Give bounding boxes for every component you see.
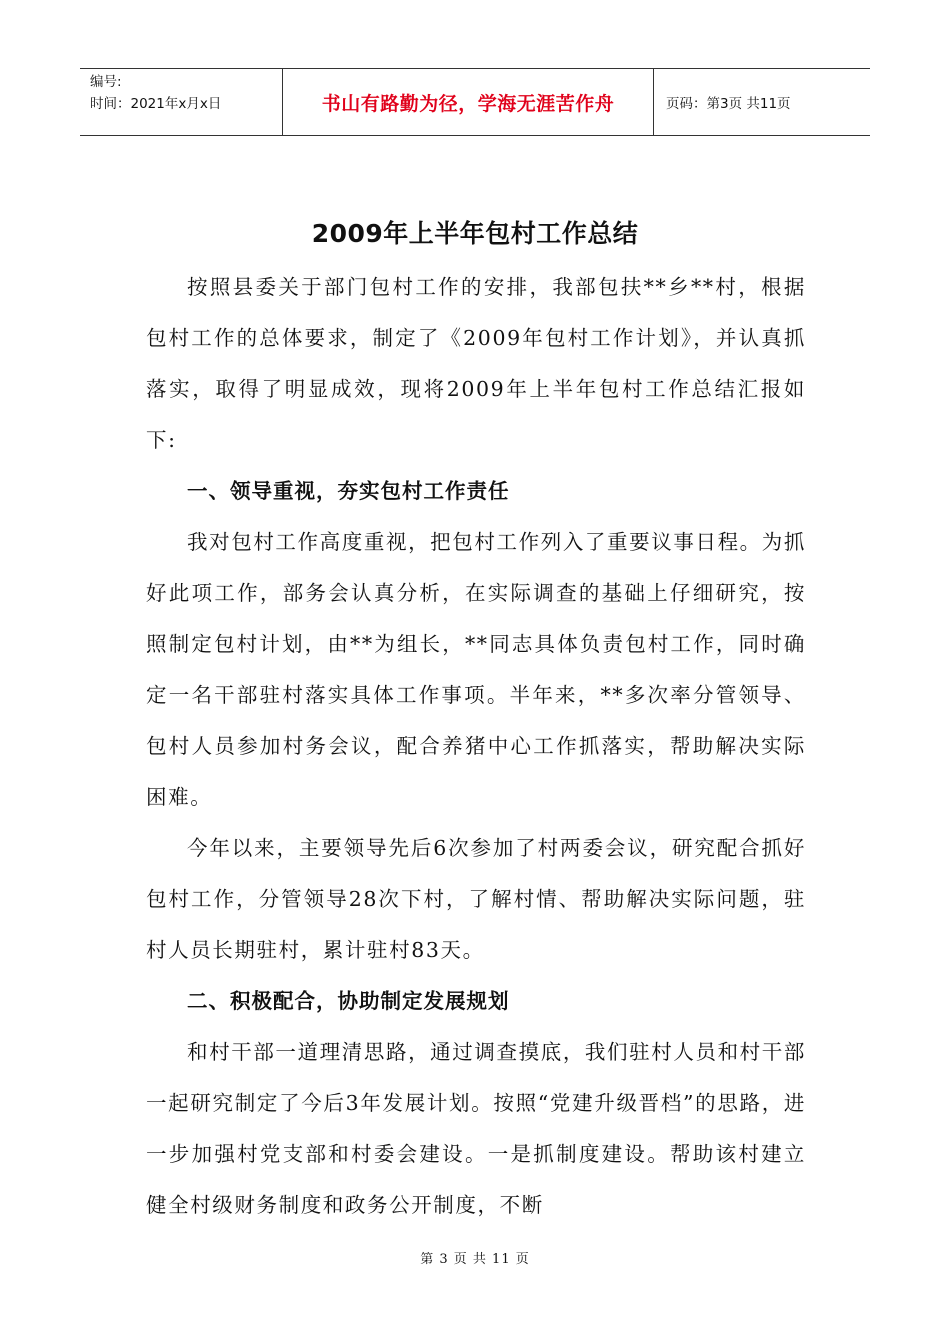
section-heading: 一、领导重视，夯实包村工作责任	[187, 479, 510, 503]
page-footer: 第 3 页 共 11 页	[420, 1252, 530, 1267]
document-header	[80, 68, 870, 136]
paragraph: 我对包村工作高度重视，把包村工作列入了重要议事日程。为抓好此项工作，部务会认真分析，在实际调查的基础上仔细研究，按照制定包村计划，由**为组长，**同志具体负责包村工作，同时确定一名干部驻村落实具体工作事项。半年来，**多次率分管领导、包村人员参加村务会议，配合养猪中心工作抓落实，帮助解决实际困难。	[146, 530, 806, 809]
serial-number-label: 编号:	[90, 74, 122, 90]
header-motto: 书山有路勤为径，学海无涯苦作舟	[321, 92, 615, 115]
header-page-cell	[654, 69, 870, 135]
date-label: 时间：2021年x月x日	[90, 96, 222, 112]
paragraph: 今年以来，主要领导先后6次参加了村两委会议，研究配合抓好包村工作，分管领导28次下村，了解村情、帮助解决实际问题，驻村人员长期驻村，累计驻村83天。	[146, 836, 806, 962]
section-heading: 二、积极配合，协助制定发展规划	[187, 989, 510, 1013]
paragraph: 和村干部一道理清思路，通过调查摸底，我们驻村人员和村干部一起研究制定了今后3年发展计划。按照“党建升级晋档”的思路，进一步加强村党支部和村委会建设。一是抓制度建设。帮助该村建立健全村级财务制度和政务公开制度，不断	[146, 1040, 806, 1217]
document-body	[146, 262, 806, 1231]
paragraph: 按照县委关于部门包村工作的安排，我部包扶**乡**村，根据包村工作的总体要求，制定了《2009年包村工作计划》，并认真抓落实，取得了明显成效，现将2009年上半年包村工作总结汇报如下:	[146, 275, 806, 452]
header-meta	[80, 69, 282, 135]
document-title: 2009年上半年包村工作总结	[311, 219, 639, 248]
header-page-info: 页码：第3页 共11页	[666, 96, 791, 112]
header-motto-cell	[282, 69, 654, 135]
